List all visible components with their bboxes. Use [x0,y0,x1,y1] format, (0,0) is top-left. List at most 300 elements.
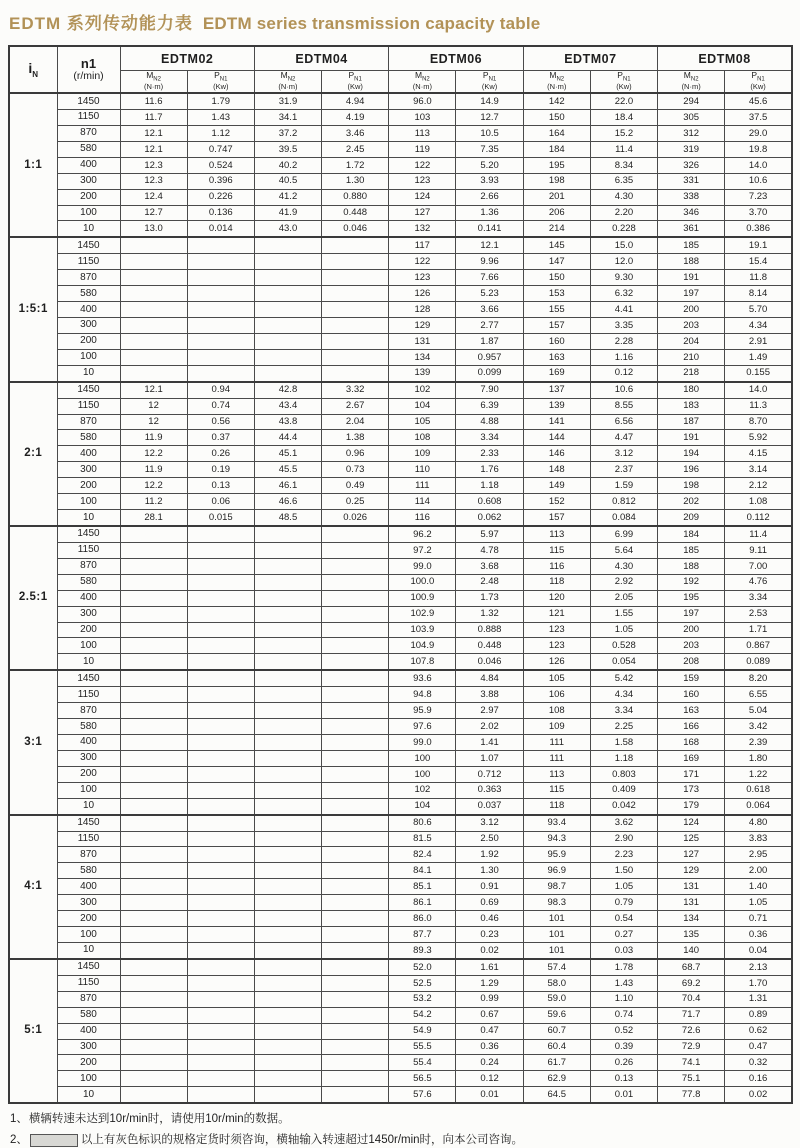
table-row [9,318,792,334]
data-cell [120,333,187,349]
data-cell: 101 [523,942,590,958]
data-cell: 135 [658,927,725,943]
table-row [9,382,792,398]
data-cell: 4.19 [322,110,389,126]
data-cell: 0.01 [590,1087,657,1103]
data-cell: 0.36 [725,927,792,943]
data-cell: 10.5 [456,125,523,141]
data-cell [187,879,254,895]
data-cell: 0.363 [456,782,523,798]
data-cell: 1.61 [456,959,523,975]
data-cell: 0.084 [590,510,657,526]
data-cell: 19.1 [725,237,792,253]
data-cell: 0.01 [456,1087,523,1103]
data-cell [187,831,254,847]
data-cell: 1.10 [590,991,657,1007]
speed-cell: 100 [57,782,120,798]
data-cell [254,798,321,814]
data-cell: 203 [658,638,725,654]
data-cell: 100.0 [389,574,456,590]
data-cell: 197 [658,286,725,302]
data-cell [254,991,321,1007]
table-row [9,687,792,703]
data-cell [254,333,321,349]
speed-cell: 580 [57,863,120,879]
data-cell [322,542,389,558]
data-cell [187,526,254,542]
data-cell [322,879,389,895]
data-cell: 140 [658,942,725,958]
data-cell [187,302,254,318]
data-cell: 4.47 [590,430,657,446]
data-cell [187,606,254,622]
data-cell: 0.52 [590,1023,657,1039]
ratio-cell: 1:5:1 [9,237,57,381]
table-row [9,462,792,478]
table-row [9,333,792,349]
capacity-table [8,45,793,1104]
footnote-number: 1、 [10,1113,28,1126]
data-cell: 195 [523,157,590,173]
data-cell [187,863,254,879]
data-cell: 60.4 [523,1039,590,1055]
model-header-edtm06: EDTM06 [389,46,523,71]
data-cell: 157 [523,318,590,334]
data-cell [254,286,321,302]
data-cell: 4.30 [590,189,657,205]
subcol-header-pn1: $P_{N1}$ (Kw) [456,71,523,94]
data-cell [254,654,321,670]
data-cell: 3.12 [456,815,523,831]
data-cell [120,606,187,622]
data-cell [120,286,187,302]
ratio-cell: 1:1 [9,93,57,237]
data-cell: 157 [523,510,590,526]
data-cell: 1.76 [456,462,523,478]
data-cell: 146 [523,446,590,462]
data-cell [187,1087,254,1103]
data-cell: 3.68 [456,558,523,574]
data-cell: 118 [523,798,590,814]
speed-cell: 1150 [57,110,120,126]
data-cell [322,574,389,590]
speed-cell: 400 [57,302,120,318]
speed-column-header: n1 (r/min) [57,46,120,93]
subcol-header-mn2: $M_{N2}$ (N·m) [658,71,725,94]
data-cell: 0.608 [456,494,523,510]
speed-cell: 1150 [57,254,120,270]
data-cell [187,798,254,814]
data-cell: 9.30 [590,270,657,286]
data-cell: 86.1 [389,895,456,911]
table-row [9,766,792,782]
data-cell: 0.23 [456,927,523,943]
data-cell [254,766,321,782]
data-cell [322,638,389,654]
data-cell: 8.70 [725,414,792,430]
data-cell: 169 [658,750,725,766]
table-row [9,719,792,735]
data-cell: 1.58 [590,734,657,750]
data-cell [254,831,321,847]
data-cell [254,927,321,943]
data-cell: 111 [523,734,590,750]
data-cell: 2.53 [725,606,792,622]
data-cell: 59.6 [523,1007,590,1023]
speed-cell: 870 [57,703,120,719]
data-cell: 4.84 [456,670,523,686]
data-cell: 0.957 [456,349,523,365]
data-cell [322,1087,389,1103]
data-cell: 100 [389,750,456,766]
data-cell: 3.83 [725,831,792,847]
data-cell: 28.1 [120,510,187,526]
data-cell: 331 [658,173,725,189]
data-cell [322,270,389,286]
data-cell: 134 [658,911,725,927]
table-row [9,478,792,494]
data-cell [120,237,187,253]
data-cell: 13.0 [120,221,187,237]
data-cell: 6.39 [456,398,523,414]
table-row [9,510,792,526]
data-cell: 12.1 [120,141,187,157]
data-cell: 123 [389,173,456,189]
data-cell: 0.46 [456,911,523,927]
data-cell [187,333,254,349]
table-row [9,398,792,414]
table-row [9,911,792,927]
data-cell [120,750,187,766]
data-cell [254,365,321,381]
speed-cell: 1150 [57,398,120,414]
data-cell [322,254,389,270]
data-cell: 3.32 [322,382,389,398]
data-cell: 104 [389,398,456,414]
speed-cell: 870 [57,558,120,574]
data-cell [187,815,254,831]
data-cell: 3.66 [456,302,523,318]
speed-cell: 200 [57,911,120,927]
data-cell [322,1023,389,1039]
data-cell: 2.28 [590,333,657,349]
data-cell: 139 [389,365,456,381]
model-header-edtm07: EDTM07 [523,46,657,71]
data-cell: 64.5 [523,1087,590,1103]
data-cell [120,703,187,719]
data-cell [120,654,187,670]
data-cell: 39.5 [254,141,321,157]
data-cell: 97.6 [389,719,456,735]
data-cell: 48.5 [254,510,321,526]
data-cell [120,895,187,911]
data-cell: 12.1 [456,237,523,253]
data-cell [322,1039,389,1055]
data-cell: 1.70 [725,975,792,991]
data-cell: 45.5 [254,462,321,478]
data-cell: 0.155 [725,365,792,381]
data-cell: 0.089 [725,654,792,670]
data-cell: 61.7 [523,1055,590,1071]
table-row [9,302,792,318]
data-cell [254,1071,321,1087]
data-cell: 0.67 [456,1007,523,1023]
ratio-cell: 2.5:1 [9,526,57,670]
data-cell: 31.9 [254,93,321,109]
table-row [9,831,792,847]
data-cell: 0.16 [725,1071,792,1087]
data-cell [187,734,254,750]
data-cell: 188 [658,254,725,270]
data-cell: 1.80 [725,750,792,766]
data-cell: 0.747 [187,141,254,157]
data-cell [187,687,254,703]
data-cell: 44.4 [254,430,321,446]
data-cell: 3.14 [725,462,792,478]
data-cell: 0.24 [456,1055,523,1071]
data-cell: 0.014 [187,221,254,237]
speed-cell: 300 [57,750,120,766]
data-cell: 2.13 [725,959,792,975]
data-cell [322,318,389,334]
speed-cell: 100 [57,494,120,510]
data-cell: 29.0 [725,125,792,141]
table-row [9,286,792,302]
data-cell: 1.92 [456,847,523,863]
data-cell [322,526,389,542]
data-cell: 45.1 [254,446,321,462]
data-cell: 69.2 [658,975,725,991]
data-cell: 150 [523,270,590,286]
data-cell: 74.1 [658,1055,725,1071]
data-cell: 0.054 [590,654,657,670]
data-cell: 1.72 [322,157,389,173]
data-cell: 145 [523,237,590,253]
table-row [9,93,792,109]
speed-cell: 1150 [57,975,120,991]
data-cell: 0.026 [322,510,389,526]
data-cell [120,911,187,927]
data-cell: 111 [389,478,456,494]
data-cell: 0.12 [590,365,657,381]
data-cell [322,959,389,975]
table-row [9,991,792,1007]
data-cell: 12.2 [120,446,187,462]
data-cell: 60.7 [523,1023,590,1039]
data-cell: 149 [523,478,590,494]
data-cell: 1.43 [187,110,254,126]
data-cell: 22.0 [590,93,657,109]
ratio-cell: 3:1 [9,670,57,814]
subcol-header-pn1: $P_{N1}$ (Kw) [590,71,657,94]
data-cell: 1.55 [590,606,657,622]
data-cell: 198 [523,173,590,189]
data-cell: 122 [389,157,456,173]
data-cell: 0.524 [187,157,254,173]
data-cell: 2.33 [456,446,523,462]
data-cell: 11.2 [120,494,187,510]
data-cell [120,1055,187,1071]
data-cell: 96.2 [389,526,456,542]
table-row [9,349,792,365]
data-cell [322,782,389,798]
data-cell: 1.07 [456,750,523,766]
table-row [9,654,792,670]
data-cell: 185 [658,237,725,253]
data-cell [322,798,389,814]
data-cell: 108 [523,703,590,719]
data-cell: 191 [658,270,725,286]
data-cell [322,975,389,991]
data-cell: 4.34 [725,318,792,334]
data-cell: 1.49 [725,349,792,365]
data-cell: 1.05 [725,895,792,911]
data-cell: 1.41 [456,734,523,750]
data-cell: 94.3 [523,831,590,847]
data-cell: 132 [389,221,456,237]
speed-cell: 400 [57,734,120,750]
data-cell [187,942,254,958]
speed-cell: 10 [57,510,120,526]
data-cell [120,1071,187,1087]
data-cell: 338 [658,189,725,205]
footnote-number: 2、 [10,1133,28,1146]
data-cell: 152 [523,494,590,510]
speed-cell: 1150 [57,687,120,703]
data-cell [187,782,254,798]
data-cell: 4.80 [725,815,792,831]
data-cell: 6.35 [590,173,657,189]
data-cell: 12.7 [456,110,523,126]
data-cell [187,622,254,638]
table-row [9,590,792,606]
speed-cell: 1450 [57,237,120,253]
data-cell [187,1023,254,1039]
data-cell: 6.32 [590,286,657,302]
speed-cell: 300 [57,1039,120,1055]
data-cell: 123 [389,270,456,286]
data-cell [322,606,389,622]
data-cell: 9.96 [456,254,523,270]
footnote-1 [10,1113,800,1127]
data-cell: 1.05 [590,622,657,638]
data-cell: 55.5 [389,1039,456,1055]
speed-cell: 10 [57,798,120,814]
data-cell: 169 [523,365,590,381]
data-cell [120,574,187,590]
data-cell [322,622,389,638]
data-cell: 12.0 [590,254,657,270]
data-cell [120,798,187,814]
data-cell: 0.26 [187,446,254,462]
data-cell: 0.91 [456,879,523,895]
data-cell: 0.448 [322,205,389,221]
speed-cell: 100 [57,638,120,654]
data-cell: 0.71 [725,911,792,927]
subcol-header-mn2: $M_{N2}$ (N·m) [254,71,321,94]
data-cell [120,526,187,542]
data-cell: 105 [389,414,456,430]
data-cell: 134 [389,349,456,365]
data-cell: 184 [523,141,590,157]
data-cell: 115 [523,542,590,558]
data-cell [187,542,254,558]
data-cell: 3.42 [725,719,792,735]
data-cell: 2.00 [725,863,792,879]
data-cell: 99.0 [389,558,456,574]
data-cell: 106 [523,687,590,703]
data-cell [187,574,254,590]
data-cell [322,1071,389,1087]
data-cell: 0.396 [187,173,254,189]
data-cell [187,286,254,302]
data-cell [254,349,321,365]
table-row [9,670,792,686]
data-cell [254,606,321,622]
data-cell: 208 [658,654,725,670]
speed-cell: 300 [57,895,120,911]
data-cell: 11.9 [120,462,187,478]
data-cell [120,847,187,863]
data-cell [120,782,187,798]
data-cell: 6.99 [590,526,657,542]
data-cell: 104.9 [389,638,456,654]
data-cell: 1.36 [456,205,523,221]
data-cell: 68.7 [658,959,725,975]
data-cell: 204 [658,333,725,349]
data-cell [120,1039,187,1055]
data-cell [322,719,389,735]
data-cell: 6.55 [725,687,792,703]
data-cell [120,991,187,1007]
table-row [9,703,792,719]
table-row [9,1055,792,1071]
data-cell: 0.94 [187,382,254,398]
data-cell: 5.23 [456,286,523,302]
data-cell: 12.1 [120,382,187,398]
speed-cell: 400 [57,590,120,606]
data-cell: 180 [658,382,725,398]
data-cell: 102 [389,782,456,798]
data-cell: 113 [523,766,590,782]
data-cell: 1.79 [187,93,254,109]
data-cell: 0.046 [322,221,389,237]
table-row [9,1007,792,1023]
data-cell: 6.56 [590,414,657,430]
data-cell [120,687,187,703]
data-cell: 153 [523,286,590,302]
speed-cell: 1450 [57,526,120,542]
data-cell: 326 [658,157,725,173]
data-cell: 0.74 [187,398,254,414]
ratio-cell: 4:1 [9,815,57,959]
data-cell: 15.2 [590,125,657,141]
data-cell [254,687,321,703]
data-cell [187,558,254,574]
data-cell: 0.112 [725,510,792,526]
data-cell: 5.42 [590,670,657,686]
data-cell: 75.1 [658,1071,725,1087]
data-cell: 56.5 [389,1071,456,1087]
data-cell: 2.04 [322,414,389,430]
data-cell [322,895,389,911]
capacity-table-header [9,46,792,93]
table-row [9,221,792,237]
data-cell [322,654,389,670]
data-cell: 120 [523,590,590,606]
footnotes [10,1113,800,1148]
speed-cell: 400 [57,1023,120,1039]
